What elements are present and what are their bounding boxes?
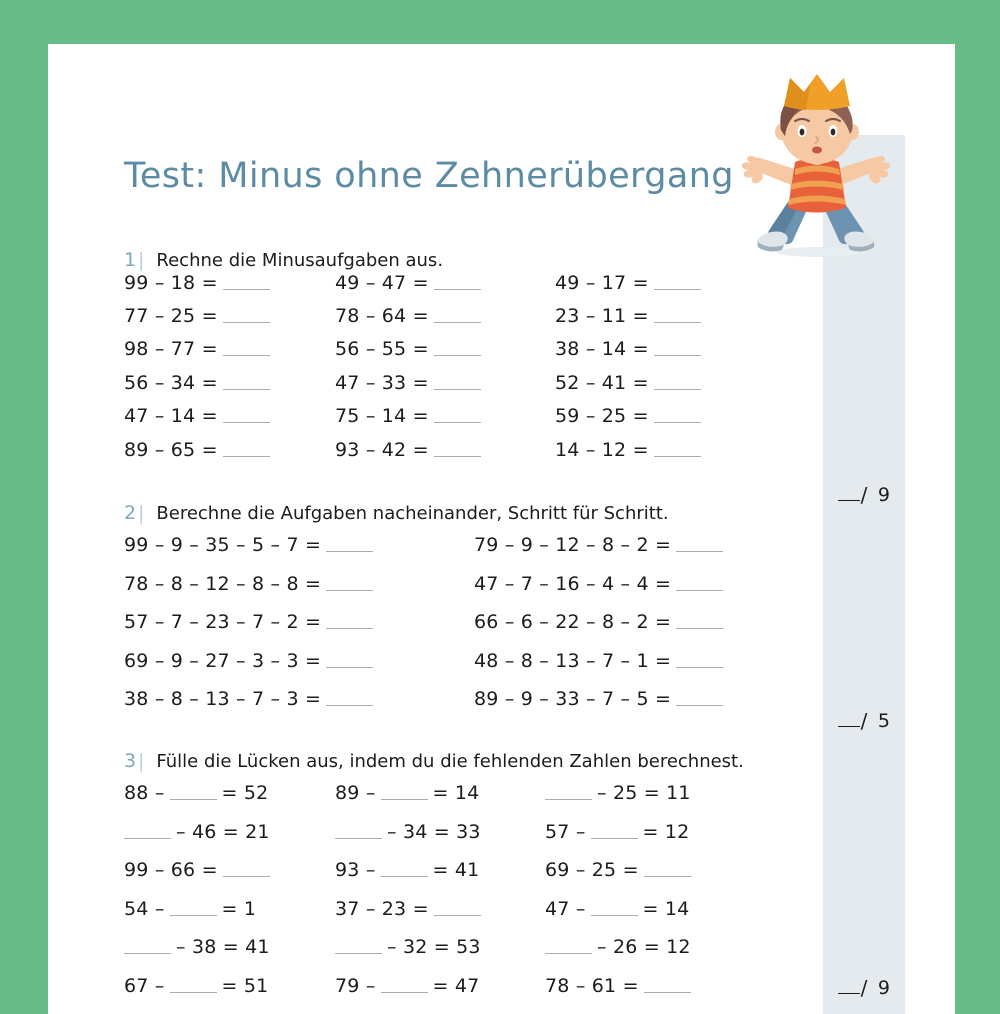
problem-item xyxy=(545,890,765,929)
problem-item xyxy=(555,400,775,433)
score-slash-3: / xyxy=(860,976,868,1000)
answer-blank[interactable] xyxy=(381,863,428,877)
problem-expression: 47 – xyxy=(545,897,586,920)
problem-item xyxy=(555,433,775,466)
problem-expression: 89 – 65 = xyxy=(124,438,218,461)
problem-item xyxy=(474,642,824,681)
problem-expression: 49 – 17 = xyxy=(555,271,649,294)
problem-result: = 1 xyxy=(221,897,257,920)
problem-item xyxy=(335,266,555,299)
answer-blank[interactable] xyxy=(223,342,270,356)
score-total-2: 5 xyxy=(877,710,891,732)
answer-blank[interactable] xyxy=(326,692,373,706)
answer-blank[interactable] xyxy=(654,376,701,390)
answer-blank[interactable] xyxy=(170,902,217,916)
exercise-3-heading xyxy=(124,750,744,772)
score-blank-line-2[interactable] xyxy=(838,715,860,727)
problem-expression: 98 – 77 = xyxy=(124,338,218,361)
answer-blank[interactable] xyxy=(124,825,171,839)
answer-blank[interactable] xyxy=(335,940,382,954)
problem-expression: 89 – 9 – 33 – 7 – 5 = xyxy=(474,688,672,711)
problem-expression: 77 – 25 = xyxy=(124,305,218,328)
problem-expression: 67 – xyxy=(124,974,165,997)
problem-item xyxy=(545,851,765,890)
problem-result: – 26 = 12 xyxy=(597,936,691,959)
problem-item xyxy=(124,603,474,642)
score-slash-2: / xyxy=(860,709,868,733)
problem-expression: 69 – 25 = xyxy=(545,859,639,882)
problem-item xyxy=(555,333,775,366)
problem-expression: 99 – 9 – 35 – 5 – 7 = xyxy=(124,534,322,557)
answer-blank[interactable] xyxy=(676,692,723,706)
problem-item xyxy=(335,433,555,466)
problem-expression: 57 – 7 – 23 – 7 – 2 = xyxy=(124,611,322,634)
answer-blank[interactable] xyxy=(434,342,481,356)
problem-item xyxy=(555,299,775,332)
problem-expression: 48 – 8 – 13 – 7 – 1 = xyxy=(474,649,672,672)
answer-blank[interactable] xyxy=(223,309,270,323)
problem-expression: 56 – 55 = xyxy=(335,338,429,361)
problem-item xyxy=(335,928,545,967)
problem-item xyxy=(124,967,335,1006)
answer-blank[interactable] xyxy=(124,940,171,954)
problem-expression: 79 – 9 – 12 – 8 – 2 = xyxy=(474,534,672,557)
score-blank-line-1[interactable] xyxy=(838,489,860,501)
problem-expression: 69 – 9 – 27 – 3 – 3 = xyxy=(124,649,322,672)
problem-item xyxy=(335,967,545,1006)
problem-item xyxy=(124,565,474,604)
exercise-1-separator: | xyxy=(138,249,145,271)
problem-expression: 54 – xyxy=(124,897,165,920)
problem-result: = 12 xyxy=(642,820,690,843)
exercise-3-separator: | xyxy=(138,750,145,772)
answer-blank[interactable] xyxy=(654,309,701,323)
answer-blank[interactable] xyxy=(223,409,270,423)
score-total-1: 9 xyxy=(877,484,891,506)
answer-blank[interactable] xyxy=(223,276,270,290)
exercise-3-number: 3 xyxy=(124,750,137,772)
answer-blank[interactable] xyxy=(591,825,638,839)
problem-expression: 47 – 7 – 16 – 4 – 4 = xyxy=(474,572,672,595)
answer-blank[interactable] xyxy=(434,443,481,457)
problem-item xyxy=(545,967,765,1006)
answer-blank[interactable] xyxy=(591,902,638,916)
answer-blank[interactable] xyxy=(676,615,723,629)
exercise-1-instruction: Rechne die Minusaufgaben aus. xyxy=(156,250,444,271)
answer-blank[interactable] xyxy=(676,654,723,668)
problem-item xyxy=(545,928,765,967)
problem-expression: 14 – 12 = xyxy=(555,438,649,461)
problem-expression: 47 – 33 = xyxy=(335,371,429,394)
answer-blank[interactable] xyxy=(381,786,428,800)
answer-blank[interactable] xyxy=(644,863,691,877)
problem-item xyxy=(335,890,545,929)
problem-item xyxy=(335,813,545,852)
exercise-2-instruction: Berechne die Aufgaben nacheinander, Schritt für Schritt. xyxy=(156,503,669,524)
answer-blank[interactable] xyxy=(434,276,481,290)
problem-item xyxy=(555,366,775,399)
problem-expression: 47 – 14 = xyxy=(124,405,218,428)
problem-result: – 38 = 41 xyxy=(176,936,270,959)
problem-item xyxy=(124,928,335,967)
score-sidebar xyxy=(823,135,905,1014)
problem-item xyxy=(124,642,474,681)
answer-blank[interactable] xyxy=(654,276,701,290)
exercise-2-number: 2 xyxy=(124,502,137,524)
score-total-3: 9 xyxy=(877,977,891,999)
answer-blank[interactable] xyxy=(326,538,373,552)
exercise-1-number: 1 xyxy=(124,249,137,271)
answer-blank[interactable] xyxy=(170,786,217,800)
problem-expression: 23 – 11 = xyxy=(555,305,649,328)
page-title: Test: Minus ohne Zehnerübergang xyxy=(124,156,734,196)
problem-item xyxy=(124,680,474,719)
answer-blank[interactable] xyxy=(223,863,270,877)
problem-expression: 56 – 34 = xyxy=(124,371,218,394)
exercise-1-problem-grid xyxy=(124,266,824,466)
answer-blank[interactable] xyxy=(654,409,701,423)
problem-item xyxy=(545,813,765,852)
problem-item xyxy=(124,813,335,852)
problem-item xyxy=(335,400,555,433)
score-box-exercise-1 xyxy=(823,482,905,508)
problem-item xyxy=(124,774,335,813)
problem-expression: 93 – 42 = xyxy=(335,438,429,461)
problem-expression: 78 – 64 = xyxy=(335,305,429,328)
problem-expression: 57 – xyxy=(545,820,586,843)
answer-blank[interactable] xyxy=(434,409,481,423)
problem-expression: 52 – 41 = xyxy=(555,371,649,394)
answer-blank[interactable] xyxy=(326,615,373,629)
answer-blank[interactable] xyxy=(170,979,217,993)
worksheet-page xyxy=(48,44,955,1014)
answer-blank[interactable] xyxy=(381,979,428,993)
answer-blank[interactable] xyxy=(326,654,373,668)
problem-expression: 89 – xyxy=(335,782,376,805)
problem-result: = 14 xyxy=(642,897,690,920)
problem-item xyxy=(474,603,824,642)
answer-blank[interactable] xyxy=(676,538,723,552)
exercise-2-separator: | xyxy=(138,502,145,524)
problem-item xyxy=(335,851,545,890)
score-box-exercise-3 xyxy=(823,975,905,1001)
answer-blank[interactable] xyxy=(644,979,691,993)
problem-item xyxy=(124,299,335,332)
problem-expression: 37 – 23 = xyxy=(335,897,429,920)
problem-expression: 49 – 47 = xyxy=(335,271,429,294)
problem-item xyxy=(124,333,335,366)
problem-result: = 14 xyxy=(432,782,480,805)
answer-blank[interactable] xyxy=(223,443,270,457)
exercise-2-heading xyxy=(124,502,669,524)
problem-expression: 99 – 66 = xyxy=(124,859,218,882)
problem-expression: 59 – 25 = xyxy=(555,405,649,428)
problem-expression: 38 – 8 – 13 – 7 – 3 = xyxy=(124,688,322,711)
score-blank-line-3[interactable] xyxy=(838,982,860,994)
problem-expression: 88 – xyxy=(124,782,165,805)
problem-item xyxy=(124,851,335,890)
problem-item xyxy=(545,774,765,813)
problem-result: = 41 xyxy=(432,859,480,882)
problem-item xyxy=(124,400,335,433)
problem-item xyxy=(335,333,555,366)
answer-blank[interactable] xyxy=(676,577,723,591)
answer-blank[interactable] xyxy=(545,786,592,800)
problem-result: = 52 xyxy=(221,782,269,805)
answer-blank[interactable] xyxy=(545,940,592,954)
jumping-boy-with-crown-illustration xyxy=(740,74,895,264)
problem-item xyxy=(335,774,545,813)
problem-expression: 75 – 14 = xyxy=(335,405,429,428)
exercise-2-problem-grid xyxy=(124,526,824,719)
answer-blank[interactable] xyxy=(223,376,270,390)
exercise-3-instruction: Fülle die Lücken aus, indem du die fehlenden Zahlen berechnest. xyxy=(156,751,744,772)
problem-item xyxy=(124,366,335,399)
problem-item xyxy=(474,565,824,604)
problem-result: – 46 = 21 xyxy=(176,820,270,843)
answer-blank[interactable] xyxy=(654,342,701,356)
problem-item xyxy=(474,526,824,565)
answer-blank[interactable] xyxy=(434,376,481,390)
problem-item xyxy=(474,680,824,719)
answer-blank[interactable] xyxy=(434,309,481,323)
answer-blank[interactable] xyxy=(335,825,382,839)
problem-expression: 79 – xyxy=(335,974,376,997)
problem-item xyxy=(555,266,775,299)
problem-item xyxy=(335,299,555,332)
problem-expression: 38 – 14 = xyxy=(555,338,649,361)
problem-item xyxy=(124,890,335,929)
problem-result: – 25 = 11 xyxy=(597,782,691,805)
answer-blank[interactable] xyxy=(326,577,373,591)
problem-result: = 47 xyxy=(432,974,480,997)
problem-expression: 78 – 61 = xyxy=(545,974,639,997)
exercise-3-problem-grid xyxy=(124,774,824,1005)
problem-expression: 78 – 8 – 12 – 8 – 8 = xyxy=(124,572,322,595)
answer-blank[interactable] xyxy=(654,443,701,457)
problem-result: – 34 = 33 xyxy=(387,820,481,843)
problem-expression: 66 – 6 – 22 – 8 – 2 = xyxy=(474,611,672,634)
problem-result: = 51 xyxy=(221,974,269,997)
problem-item xyxy=(124,433,335,466)
answer-blank[interactable] xyxy=(434,902,481,916)
problem-item xyxy=(124,526,474,565)
problem-result: – 32 = 53 xyxy=(387,936,481,959)
score-box-exercise-2 xyxy=(823,708,905,734)
problem-item xyxy=(335,366,555,399)
problem-item xyxy=(124,266,335,299)
problem-expression: 99 – 18 = xyxy=(124,271,218,294)
problem-expression: 93 – xyxy=(335,859,376,882)
score-slash-1: / xyxy=(860,483,868,507)
